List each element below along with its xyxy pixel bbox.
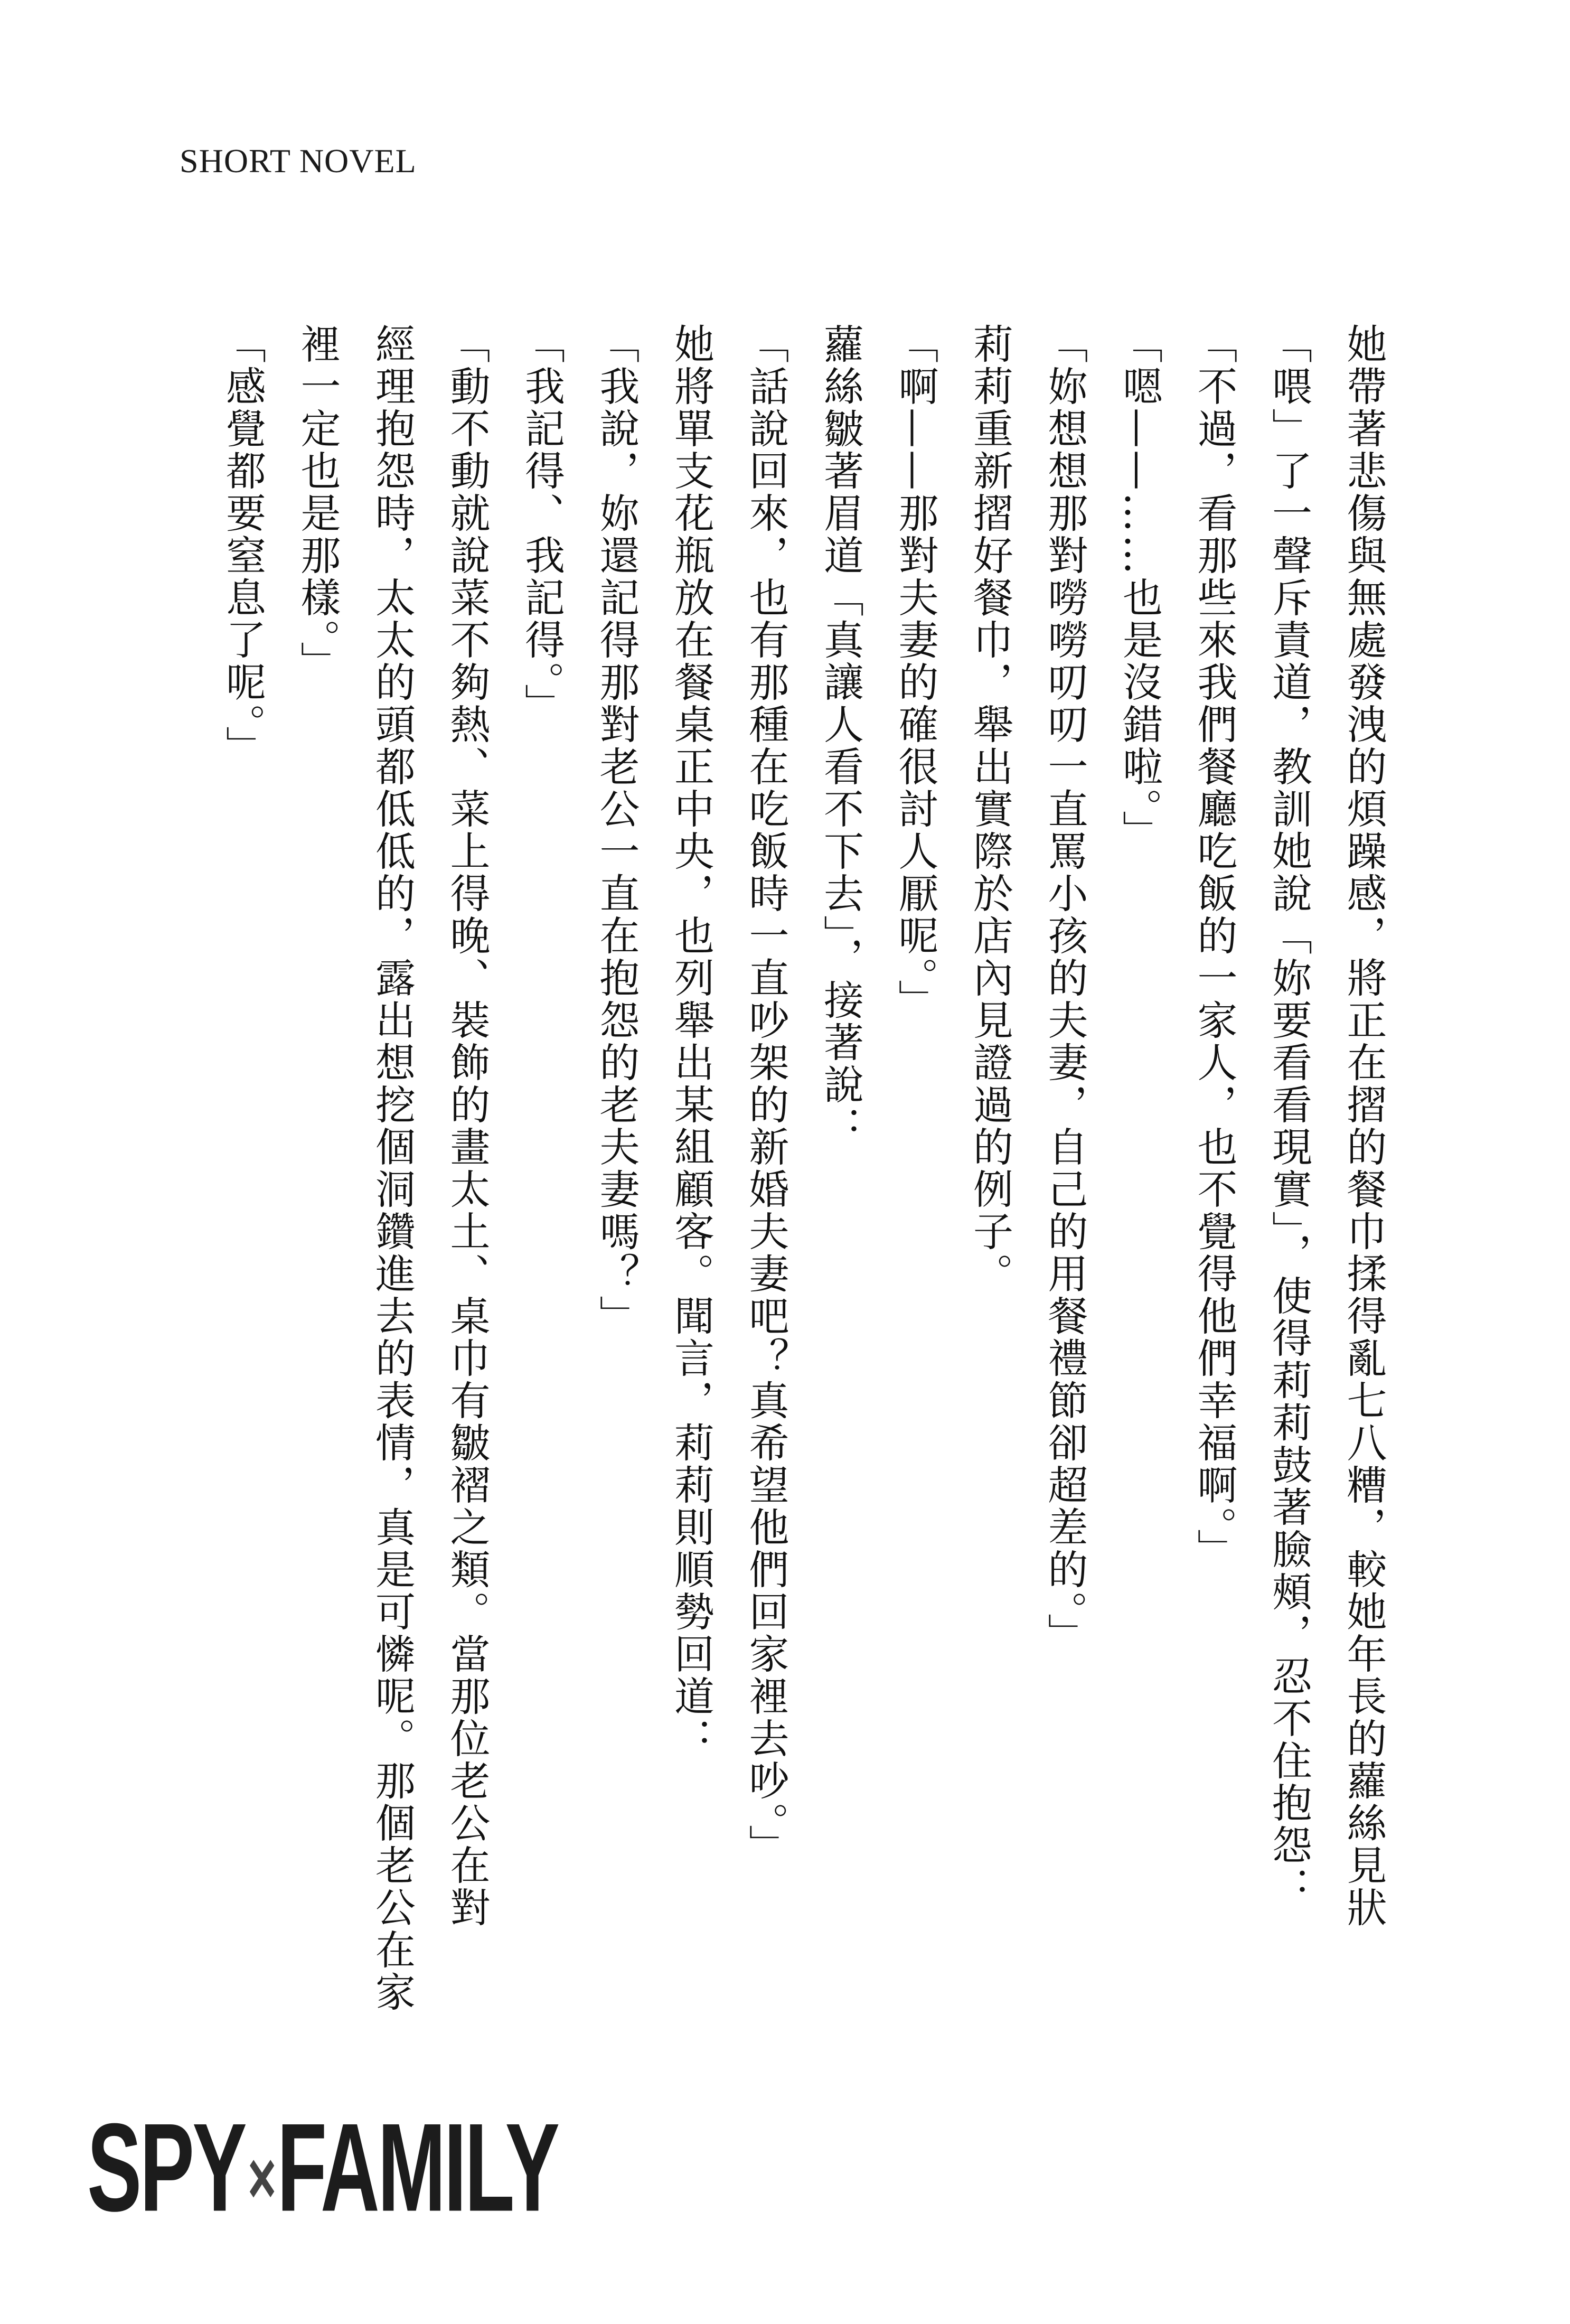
text-column: 經理抱怨時，太太的頭都低低的，露出想挖個洞鑽進去的表情，真是可憐呢。那個老公在家 — [369, 323, 416, 2013]
spy-family-logo — [87, 2097, 558, 2237]
text-column: 她將單支花瓶放在餐桌正中央，也列舉出某組顧客。聞言，莉莉則順勢回道： — [668, 323, 715, 1760]
text-column: 「喂」了一聲斥責道，教訓她說「妳要看看現實」，使得莉莉鼓著臉頰，忍不住抱怨： — [1265, 323, 1313, 1909]
text-column: 裡一定也是那樣。」 — [294, 323, 341, 683]
text-column: 「動不動就說菜不夠熱、菜上得晚、裝飾的畫太土、桌巾有皺褶之類。當那位老公在對 — [444, 323, 491, 1929]
text-column: 「我說，妳還記得那對老公一直在抱怨的老夫妻嗎？」 — [593, 323, 640, 1337]
text-column: 「不過，看那些來我們餐廳吃飯的一家人，也不覺得他們幸福啊。」 — [1191, 323, 1238, 1571]
logo-family: FAMILY — [277, 2097, 558, 2237]
text-column: 「妳想想那對嘮嘮叨叨一直罵小孩的夫妻，自己的用餐禮節卻超差的。」 — [1041, 323, 1088, 1655]
text-column: 「話說回來，也有那種在吃飯時一直吵架的新婚夫妻吧？真希望他們回家裡去吵。」 — [742, 323, 789, 1867]
text-column: 「啊——那對夫妻的確很討人厭呢。」 — [892, 323, 939, 1022]
section-label: SHORT NOVEL — [180, 142, 417, 180]
logo-cross: × — [247, 2135, 275, 2220]
text-column: 「嗯——……也是沒錯啦。」 — [1116, 323, 1163, 852]
logo-wordmark — [87, 2097, 558, 2237]
novel-body-text — [205, 323, 1401, 2013]
text-column: 「感覺都要窒息了呢。」 — [219, 323, 267, 768]
text-column: 蘿絲皺著眉道「真讓人看不下去」，接著說： — [817, 323, 864, 1148]
text-column: 她帶著悲傷與無處發洩的煩躁感，將正在摺的餐巾揉得亂七八糟，較她年長的蘿絲見狀 — [1340, 323, 1387, 1929]
logo-spy: SPY — [87, 2097, 245, 2237]
text-column: 「我記得、我記得。」 — [518, 323, 566, 726]
text-column: 莉莉重新摺好餐巾，舉出實際於店內見證過的例子。 — [966, 323, 1014, 1295]
